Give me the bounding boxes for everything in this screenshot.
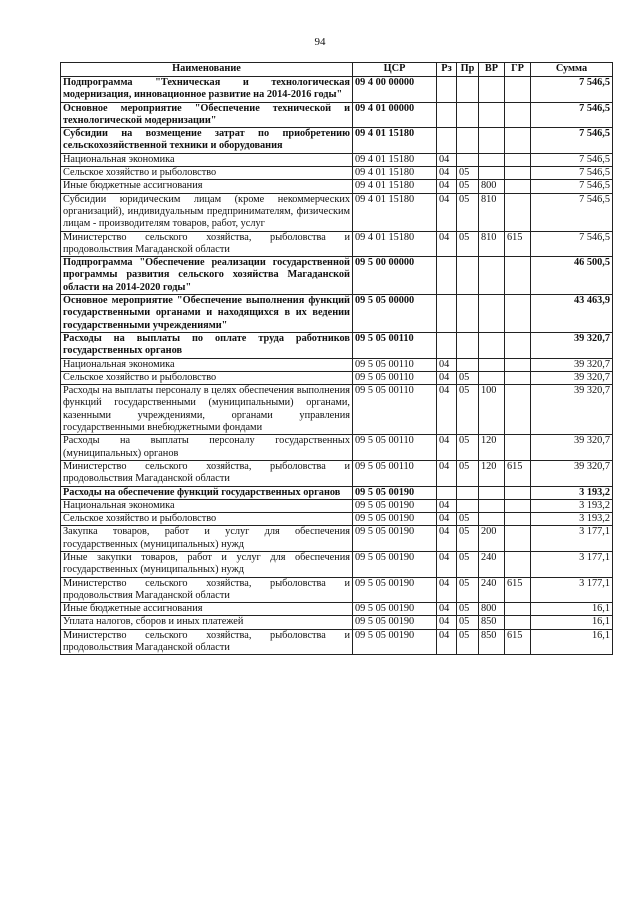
header-sum: Сумма: [531, 63, 613, 77]
cell-rz: 04: [437, 385, 457, 435]
cell-sum: 39 320,7: [531, 371, 613, 384]
cell-csr: 09 5 05 00190: [353, 551, 437, 577]
cell-gr: 615: [505, 231, 531, 257]
table-row: [61, 180, 613, 193]
cell-csr: 09 5 05 00110: [353, 358, 437, 371]
cell-csr: 09 5 05 00190: [353, 513, 437, 526]
cell-gr: [505, 435, 531, 461]
cell-pr: [457, 128, 479, 154]
cell-rz: [437, 128, 457, 154]
cell-sum: 7 546,5: [531, 153, 613, 166]
cell-gr: [505, 128, 531, 154]
cell-pr: [457, 486, 479, 499]
table-row: [61, 435, 613, 461]
cell-gr: 615: [505, 577, 531, 603]
cell-name: Национальная экономика: [61, 358, 353, 371]
table-row: [61, 526, 613, 552]
cell-pr: 05: [457, 513, 479, 526]
cell-vr: 850: [479, 629, 505, 655]
cell-vr: 810: [479, 231, 505, 257]
cell-rz: 04: [437, 577, 457, 603]
cell-gr: 615: [505, 460, 531, 486]
cell-gr: [505, 102, 531, 128]
cell-gr: [505, 499, 531, 512]
cell-csr: 09 5 05 00000: [353, 295, 437, 333]
header-gr: ГР: [505, 63, 531, 77]
table-row: [61, 102, 613, 128]
cell-name: Расходы на выплаты персоналу государственных (муниципальных) органов: [61, 435, 353, 461]
cell-pr: 05: [457, 629, 479, 655]
cell-csr: 09 4 01 00000: [353, 102, 437, 128]
cell-sum: 39 320,7: [531, 435, 613, 461]
table-row: [61, 332, 613, 358]
cell-sum: 3 177,1: [531, 551, 613, 577]
table-row: [61, 603, 613, 616]
cell-name: Закупка товаров, работ и услуг для обеспечения государственных (муниципальных) нужд: [61, 526, 353, 552]
cell-sum: 7 546,5: [531, 180, 613, 193]
cell-rz: 04: [437, 371, 457, 384]
cell-gr: [505, 77, 531, 103]
cell-vr: [479, 295, 505, 333]
cell-pr: 05: [457, 551, 479, 577]
cell-csr: 09 5 05 00190: [353, 526, 437, 552]
cell-sum: 16,1: [531, 603, 613, 616]
cell-csr: 09 5 05 00110: [353, 332, 437, 358]
cell-vr: [479, 358, 505, 371]
cell-rz: [437, 102, 457, 128]
cell-gr: [505, 167, 531, 180]
cell-sum: 39 320,7: [531, 385, 613, 435]
cell-pr: [457, 77, 479, 103]
cell-vr: [479, 128, 505, 154]
cell-gr: 615: [505, 629, 531, 655]
table-row: [61, 193, 613, 231]
cell-vr: 100: [479, 385, 505, 435]
table-row: [61, 153, 613, 166]
cell-vr: [479, 499, 505, 512]
cell-sum: 3 193,2: [531, 513, 613, 526]
cell-vr: [479, 486, 505, 499]
cell-sum: 39 320,7: [531, 358, 613, 371]
cell-sum: 7 546,5: [531, 77, 613, 103]
cell-sum: 43 463,9: [531, 295, 613, 333]
header-name: Наименование: [61, 63, 353, 77]
cell-csr: 09 5 05 00190: [353, 616, 437, 629]
cell-gr: [505, 486, 531, 499]
table-row: [61, 499, 613, 512]
cell-name: Национальная экономика: [61, 499, 353, 512]
cell-gr: [505, 193, 531, 231]
cell-csr: 09 4 01 15180: [353, 167, 437, 180]
cell-rz: 04: [437, 499, 457, 512]
cell-name: Основное мероприятие "Обеспечение технической и технологической модернизации": [61, 102, 353, 128]
cell-csr: 09 5 05 00190: [353, 577, 437, 603]
cell-gr: [505, 603, 531, 616]
table-row: [61, 77, 613, 103]
cell-gr: [505, 513, 531, 526]
cell-sum: 7 546,5: [531, 167, 613, 180]
cell-csr: 09 5 05 00110: [353, 435, 437, 461]
cell-gr: [505, 332, 531, 358]
cell-csr: 09 5 05 00190: [353, 486, 437, 499]
cell-rz: 04: [437, 167, 457, 180]
cell-gr: [505, 358, 531, 371]
cell-sum: 7 546,5: [531, 193, 613, 231]
cell-sum: 3 177,1: [531, 526, 613, 552]
table-body: [61, 77, 613, 655]
cell-name: Министерство сельского хозяйства, рыболовства и продовольствия Магаданской области: [61, 231, 353, 257]
table-row: [61, 295, 613, 333]
cell-rz: [437, 332, 457, 358]
cell-name: Министерство сельского хозяйства, рыболовства и продовольствия Магаданской области: [61, 577, 353, 603]
cell-pr: 05: [457, 193, 479, 231]
cell-sum: 16,1: [531, 616, 613, 629]
cell-pr: 05: [457, 577, 479, 603]
cell-sum: 39 320,7: [531, 332, 613, 358]
cell-csr: 09 4 01 15180: [353, 180, 437, 193]
cell-pr: [457, 295, 479, 333]
cell-rz: 04: [437, 526, 457, 552]
table-row: [61, 231, 613, 257]
cell-sum: 7 546,5: [531, 128, 613, 154]
cell-vr: [479, 513, 505, 526]
table-row: [61, 616, 613, 629]
cell-name: Субсидии на возмещение затрат по приобретению сельскохозяйственной техники и оборудования: [61, 128, 353, 154]
cell-vr: 850: [479, 616, 505, 629]
cell-gr: [505, 385, 531, 435]
cell-rz: 04: [437, 193, 457, 231]
cell-name: Расходы на выплаты по оплате труда работников государственных органов: [61, 332, 353, 358]
cell-name: Иные закупки товаров, работ и услуг для обеспечения государственных (муниципальных) нужд: [61, 551, 353, 577]
cell-sum: 39 320,7: [531, 460, 613, 486]
cell-rz: 04: [437, 180, 457, 193]
cell-rz: 04: [437, 603, 457, 616]
cell-rz: 04: [437, 513, 457, 526]
cell-pr: 05: [457, 231, 479, 257]
cell-vr: 810: [479, 193, 505, 231]
cell-pr: 05: [457, 167, 479, 180]
table-row: [61, 551, 613, 577]
cell-rz: [437, 486, 457, 499]
cell-rz: 04: [437, 153, 457, 166]
cell-gr: [505, 551, 531, 577]
header-rz: Рз: [437, 63, 457, 77]
cell-pr: [457, 499, 479, 512]
cell-gr: [505, 295, 531, 333]
cell-name: Уплата налогов, сборов и иных платежей: [61, 616, 353, 629]
cell-name: Подпрограмма "Обеспечение реализации государственной программы развития сельского хозяйства Магаданской области на 2014-2020 годы": [61, 257, 353, 295]
cell-name: Министерство сельского хозяйства, рыболовства и продовольствия Магаданской области: [61, 460, 353, 486]
cell-pr: 05: [457, 616, 479, 629]
cell-name: Подпрограмма "Техническая и технологическая модернизация, инновационное развитие на 2014-2016 годы": [61, 77, 353, 103]
header-csr: ЦСР: [353, 63, 437, 77]
cell-name: Расходы на выплаты персоналу в целях обеспечения выполнения функций государственными (муниципальными) органами, казенными учреждениями, органами управления государственными внебюджетными фондами: [61, 385, 353, 435]
cell-name: Национальная экономика: [61, 153, 353, 166]
cell-pr: [457, 102, 479, 128]
cell-name: Министерство сельского хозяйства, рыболовства и продовольствия Магаданской области: [61, 629, 353, 655]
cell-csr: 09 5 00 00000: [353, 257, 437, 295]
table-row: [61, 358, 613, 371]
cell-pr: 05: [457, 435, 479, 461]
table-row: [61, 629, 613, 655]
cell-sum: 46 500,5: [531, 257, 613, 295]
cell-csr: 09 4 01 15180: [353, 231, 437, 257]
table-row: [61, 577, 613, 603]
cell-rz: 04: [437, 231, 457, 257]
cell-pr: [457, 358, 479, 371]
cell-pr: 05: [457, 371, 479, 384]
cell-csr: 09 4 01 15180: [353, 153, 437, 166]
cell-vr: 120: [479, 460, 505, 486]
cell-name: Расходы на обеспечение функций государственных органов: [61, 486, 353, 499]
cell-vr: [479, 102, 505, 128]
cell-pr: 05: [457, 603, 479, 616]
cell-vr: [479, 371, 505, 384]
cell-csr: 09 4 01 15180: [353, 128, 437, 154]
cell-sum: 3 193,2: [531, 499, 613, 512]
cell-csr: 09 5 05 00190: [353, 629, 437, 655]
cell-vr: 240: [479, 577, 505, 603]
cell-rz: 04: [437, 435, 457, 461]
cell-name: Субсидии юридическим лицам (кроме некоммерческих организаций), индивидуальным предпринимателям, физическим лицам - производителям товаров, работ, услуг: [61, 193, 353, 231]
page-number: 94: [314, 36, 326, 48]
cell-gr: [505, 180, 531, 193]
cell-vr: [479, 153, 505, 166]
table-row: [61, 513, 613, 526]
cell-vr: [479, 257, 505, 295]
cell-gr: [505, 257, 531, 295]
cell-name: Иные бюджетные ассигнования: [61, 603, 353, 616]
table-row: [61, 460, 613, 486]
cell-sum: 7 546,5: [531, 231, 613, 257]
cell-vr: 200: [479, 526, 505, 552]
cell-rz: 04: [437, 616, 457, 629]
cell-rz: [437, 295, 457, 333]
cell-rz: 04: [437, 460, 457, 486]
cell-rz: [437, 257, 457, 295]
cell-pr: 05: [457, 526, 479, 552]
header-pr: Пр: [457, 63, 479, 77]
cell-vr: [479, 77, 505, 103]
table-row: [61, 385, 613, 435]
table-header-row: [61, 63, 613, 77]
cell-pr: 05: [457, 180, 479, 193]
cell-rz: 04: [437, 551, 457, 577]
table-row: [61, 486, 613, 499]
cell-pr: [457, 257, 479, 295]
cell-gr: [505, 371, 531, 384]
cell-vr: 800: [479, 603, 505, 616]
cell-sum: 3 193,2: [531, 486, 613, 499]
cell-pr: [457, 332, 479, 358]
cell-csr: 09 4 00 00000: [353, 77, 437, 103]
budget-table: [60, 62, 613, 655]
cell-csr: 09 5 05 00190: [353, 499, 437, 512]
cell-gr: [505, 526, 531, 552]
cell-name: Основное мероприятие "Обеспечение выполнения функций государственными органами и находящихся в их ведении государственными учреждениями": [61, 295, 353, 333]
table-row: [61, 167, 613, 180]
table-row: [61, 128, 613, 154]
cell-csr: 09 5 05 00110: [353, 460, 437, 486]
cell-sum: 3 177,1: [531, 577, 613, 603]
cell-vr: [479, 167, 505, 180]
cell-rz: [437, 77, 457, 103]
cell-name: Сельское хозяйство и рыболовство: [61, 371, 353, 384]
cell-name: Сельское хозяйство и рыболовство: [61, 167, 353, 180]
cell-name: Сельское хозяйство и рыболовство: [61, 513, 353, 526]
cell-vr: 240: [479, 551, 505, 577]
cell-gr: [505, 616, 531, 629]
cell-vr: 120: [479, 435, 505, 461]
table-row: [61, 371, 613, 384]
table-row: [61, 257, 613, 295]
cell-pr: 05: [457, 460, 479, 486]
cell-pr: 05: [457, 385, 479, 435]
cell-vr: 800: [479, 180, 505, 193]
cell-name: Иные бюджетные ассигнования: [61, 180, 353, 193]
cell-csr: 09 4 01 15180: [353, 193, 437, 231]
cell-vr: [479, 332, 505, 358]
cell-csr: 09 5 05 00190: [353, 603, 437, 616]
cell-csr: 09 5 05 00110: [353, 371, 437, 384]
cell-pr: [457, 153, 479, 166]
cell-rz: 04: [437, 358, 457, 371]
cell-gr: [505, 153, 531, 166]
header-vr: ВР: [479, 63, 505, 77]
cell-rz: 04: [437, 629, 457, 655]
cell-csr: 09 5 05 00110: [353, 385, 437, 435]
cell-sum: 7 546,5: [531, 102, 613, 128]
cell-sum: 16,1: [531, 629, 613, 655]
